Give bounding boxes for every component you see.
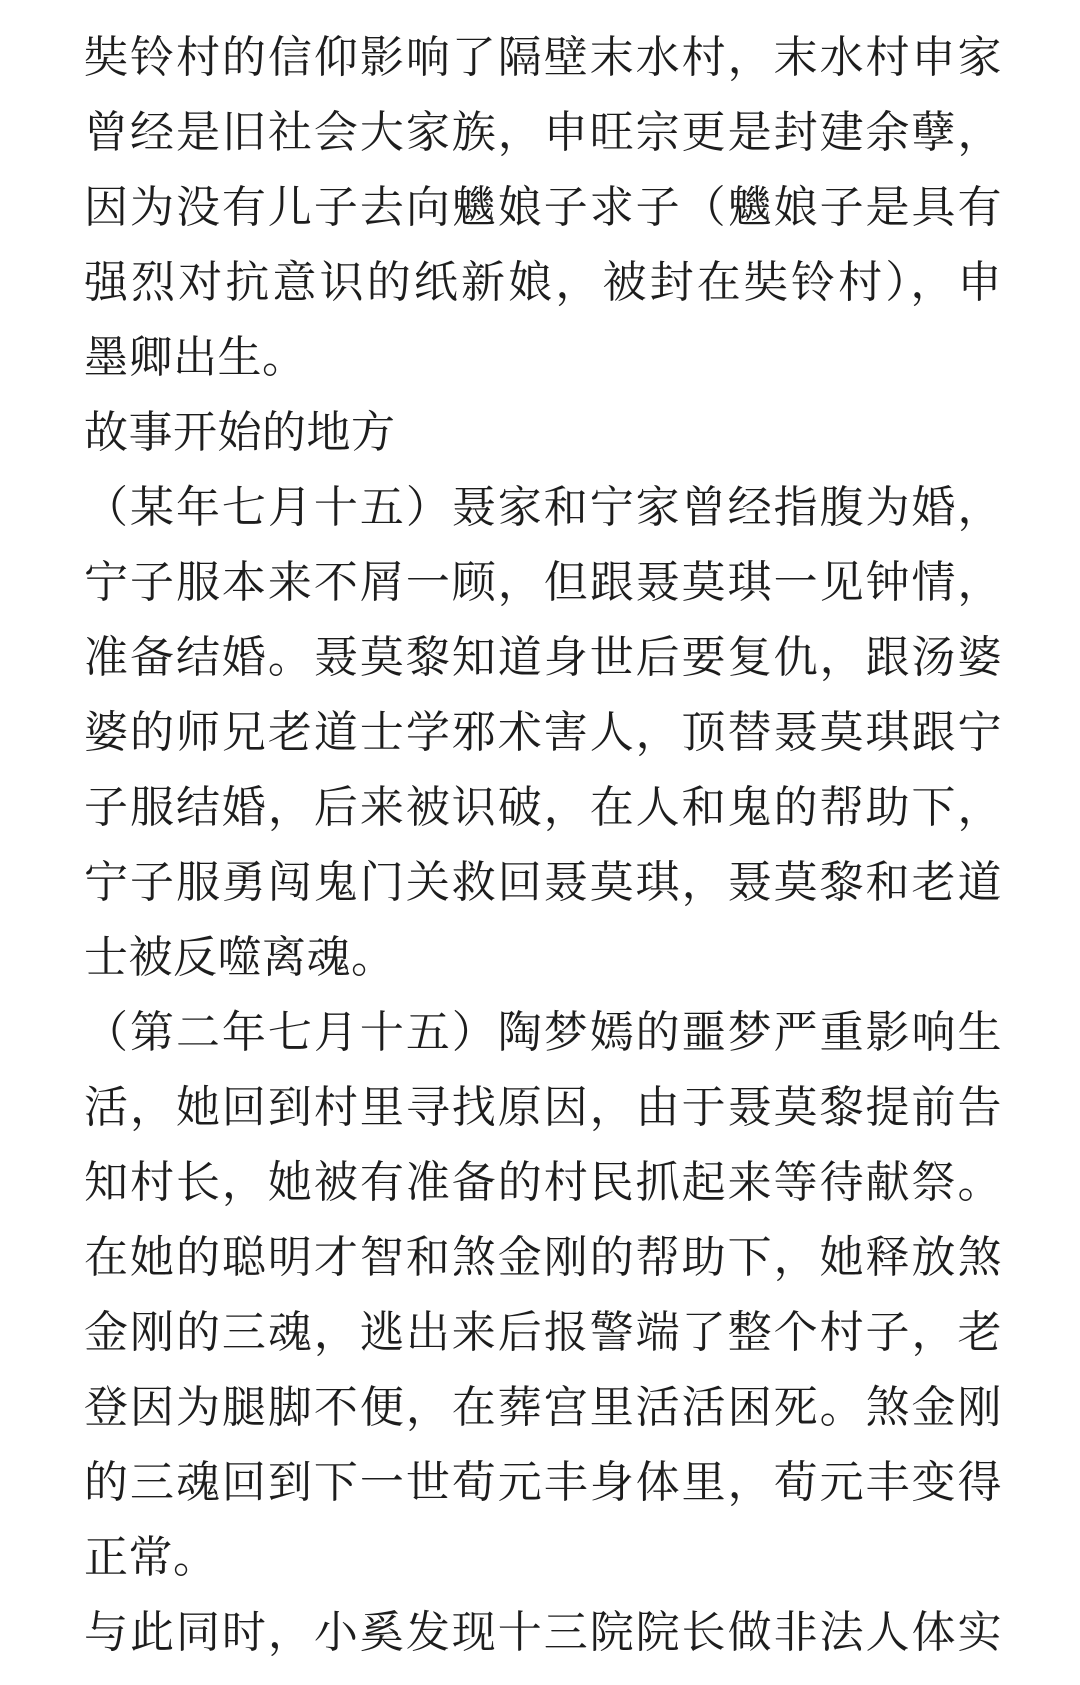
text-line: 曾经是旧社会大家族，申旺宗更是封建余孽， [84,108,1002,157]
text-line: 登因为腿脚不便，在葬宫里活活困死。煞金刚 [84,1383,1002,1432]
text-line: 宁子服本来不屑一顾，但跟聂莫琪一见钟情， [84,558,1002,607]
text-line: （某年七月十五）聂家和宁家曾经指腹为婚， [84,483,1002,532]
text-line: 宁子服勇闯鬼门关救回聂莫琪，聂莫黎和老道 [84,858,1002,907]
text-line: 知村长，她被有准备的村民抓起来等待献祭。 [84,1158,1002,1207]
text-line: 墨卿出生。 [84,333,307,382]
text-line: 在她的聪明才智和煞金刚的帮助下，她释放煞 [84,1233,1002,1282]
text-line: 婆的师兄老道士学邪术害人，顶替聂莫琪跟宁 [84,708,1002,757]
text-line: 的三魂回到下一世荀元丰身体里，荀元丰变得 [84,1458,1002,1507]
text-line: 活，她回到村里寻找原因，由于聂莫黎提前告 [84,1083,1002,1132]
text-line: 故事开始的地方 [84,408,396,457]
text-line: （第二年七月十五）陶梦嫣的噩梦严重影响生 [84,1008,1002,1057]
text-line: 金刚的三魂，逃出来后报警端了整个村子，老 [84,1308,1002,1357]
text-line: 准备结婚。聂莫黎知道身世后要复仇，跟汤婆 [84,633,1002,682]
text-line: 与此同时，小奚发现十三院院长做非法人体实 [84,1608,1002,1657]
text-line: 士被反噬离魂。 [84,933,396,982]
text-line: 因为没有儿子去向魕娘子求子（魕娘子是具有 [84,183,1002,232]
text-line: 正常。 [84,1533,218,1582]
text-line: 子服结婚，后来被识破，在人和鬼的帮助下， [84,783,1002,832]
text-line: 奘铃村的信仰影响了隔壁末水村，末水村申家 [84,33,1002,82]
text-line: 强烈对抗意识的纸新娘，被封在奘铃村），申 [84,258,1002,307]
